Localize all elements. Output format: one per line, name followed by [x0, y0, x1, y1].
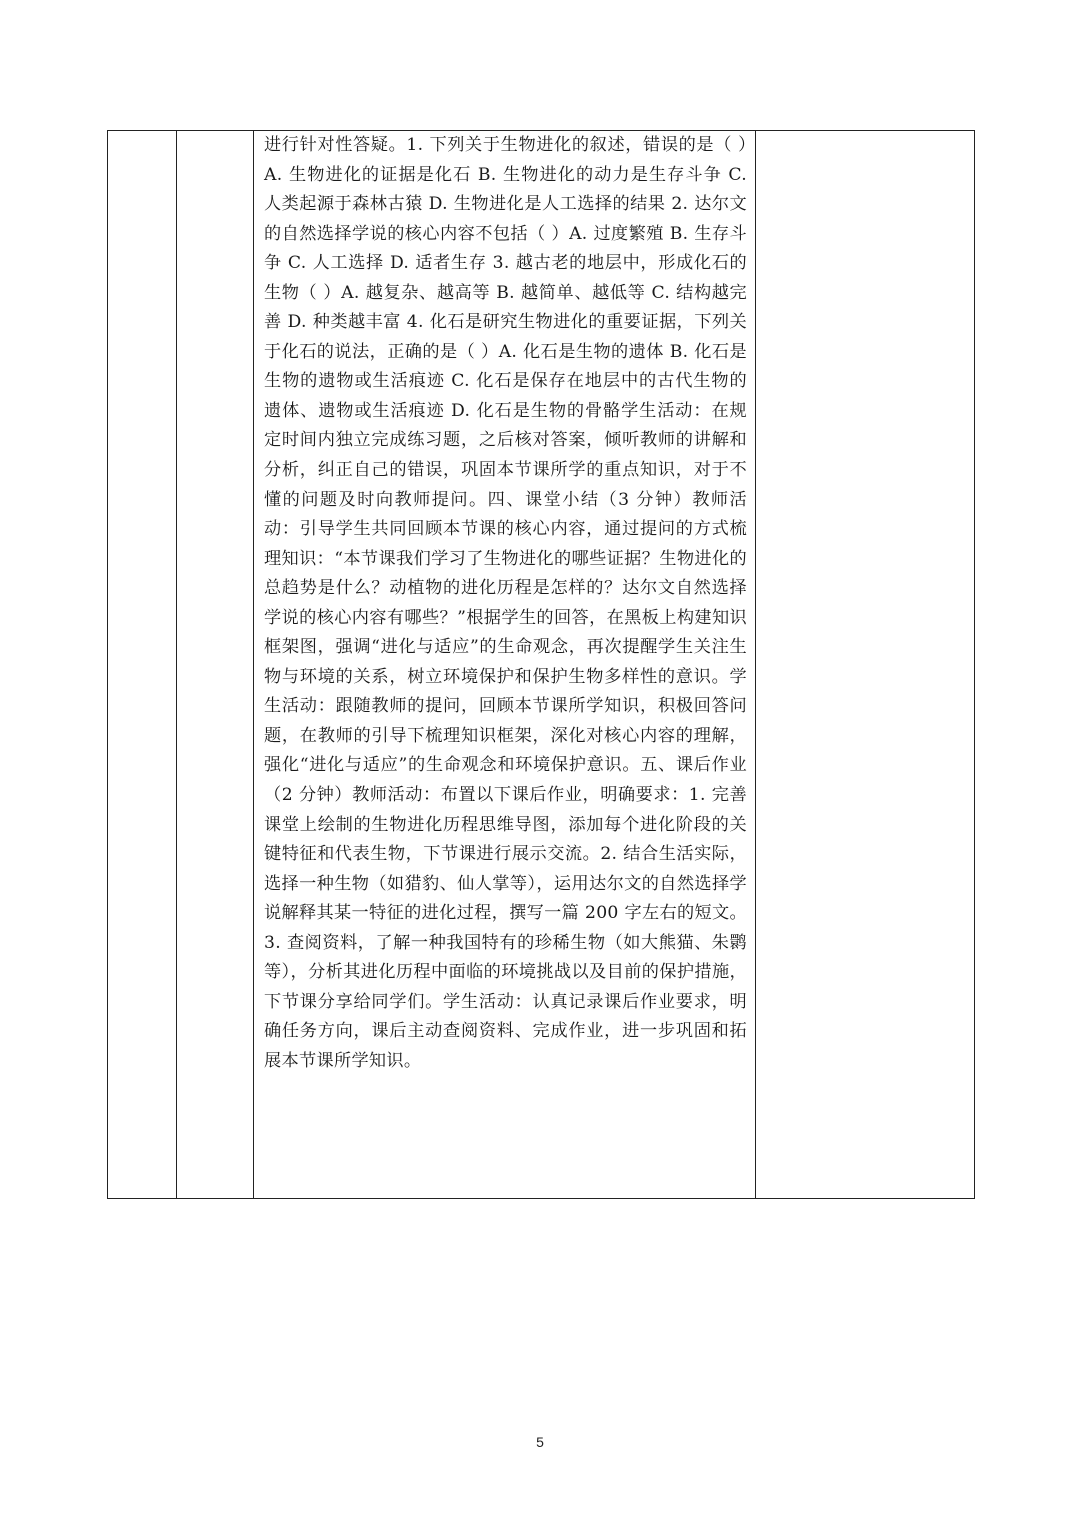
page-number: 5 — [536, 1434, 544, 1450]
table-cell-col1 — [108, 131, 177, 1199]
table-cell-col2 — [177, 131, 254, 1199]
table-cell-content — [254, 131, 756, 1199]
table-cell-col4 — [756, 131, 975, 1199]
lesson-plan-table — [107, 130, 975, 1199]
table-row — [108, 131, 975, 1199]
lesson-content-text: 进行针对性答疑。1. 下列关于生物进化的叙述，错误的是（ ）A. 生物进化的证据是化石 B. 生物进化的动力是生存斗争 C. 人类起源于森林古猿 D. 生物进化是人工选择的结果 2. 达尔文的自然选择学说的核心内容不包括（ ）A. 过度繁殖 B. 生存斗争 C. 人工选择 D. 适者生存 3. 越古老的地层中，形成化石的生物（ ）A. 越复杂、越高等 B. 越简单、越低等 C. 结构越完善 D. 种类越丰富 4. 化石是研究生物进化的重要证据，下列关于化石的说法，正确的是（ ）A. 化石是生物的遗体 B. 化石是生物的遗物或生活痕迹 C. 化石是保存在地层中的古代生物的遗体、遗物或生活痕迹 D. 化石是生物的骨骼学生活动：在规定时间内独立完成练习题，之后核对答案，倾听教师的讲解和分析，纠正自己的错误，巩固本节课所学的重点知识，对于不懂的问题及时向教师提问。四、课堂小结（3 分钟）教师活动：引导学生共同回顾本节课的核心内容，通过提问的方式梳理知识：“本节课我们学习了生物进化的哪些证据？生物进化的总趋势是什么？动植物的进化历程是怎样的？达尔文自然选择学说的核心内容有哪些？”根据学生的回答，在黑板上构建知识框架图，强调“进化与适应”的生命观念，再次提醒学生关注生物与环境的关系，树立环境保护和保护生物多样性的意识。学生活动：跟随教师的提问，回顾本节课所学知识，积极回答问题，在教师的引导下梳理知识框架，深化对核心内容的理解，强化“进化与适应”的生命观念和环境保护意识。五、课后作业（2 分钟）教师活动：布置以下课后作业，明确要求：1. 完善课堂上绘制的生物进化历程思维导图，添加每个进化阶段的关键特征和代表生物，下节课进行展示交流。2. 结合生活实际，选择一种生物（如猎豹、仙人掌等），运用达尔文的自然选择学说解释其某一特征的进化过程，撰写一篇 200 字左右的短文。3. 查阅资料，了解一种我国特有的珍稀生物（如大熊猫、朱鹮等），分析其进化历程中面临的环境挑战以及目前的保护措施，下节课分享给同学们。学生活动：认真记录课后作业要求，明确任务方向，课后主动查阅资料、完成作业，进一步巩固和拓展本节课所学知识。 — [264, 135, 747, 1071]
